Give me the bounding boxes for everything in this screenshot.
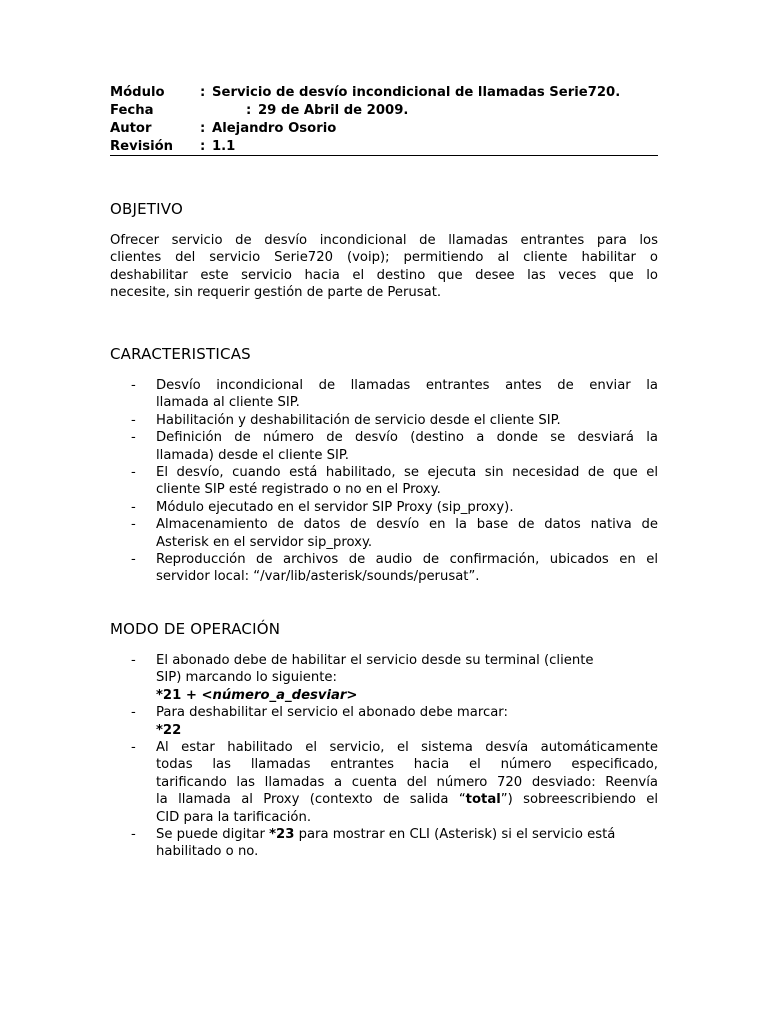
list-item xyxy=(110,551,658,586)
list-item xyxy=(110,516,658,551)
text-fragment: Se puede digitar xyxy=(156,826,270,842)
list-item xyxy=(110,464,658,499)
list-dash: - xyxy=(131,826,136,842)
list-item xyxy=(110,704,658,739)
dial-code-line xyxy=(156,687,658,704)
list-dash: - xyxy=(131,464,136,480)
list-item-line: servidor local: “/var/lib/asterisk/sounds/perusat”. xyxy=(156,569,480,585)
revision-label: Revisión xyxy=(110,139,174,154)
list-item xyxy=(110,826,658,861)
list-item-line: Habilitación y deshabilitación de servicio desde el cliente SIP. xyxy=(156,412,561,428)
dial-code-inline: *23 xyxy=(269,826,295,842)
list-item-line: El abonado debe de habilitar el servicio desde su terminal (cliente xyxy=(156,653,594,668)
document-header xyxy=(110,84,658,156)
list-item-line: Definición de número de desvío (destino a donde se desviará la xyxy=(156,430,658,446)
list-item-line: Para deshabilitar el servicio el abonado debe marcar: xyxy=(156,705,508,721)
modulo-colon: : xyxy=(200,85,206,100)
list-item-line: llamada al cliente SIP. xyxy=(156,395,300,411)
header-row-autor xyxy=(110,120,658,138)
text-fragment: ”) sobreescribiendo el xyxy=(500,792,658,808)
revision-colon: : xyxy=(200,139,206,154)
header-row-modulo xyxy=(110,84,658,102)
list-dash: - xyxy=(131,430,136,446)
list-item-line: Módulo ejecutado en el servidor SIP Proxy (sip_proxy). xyxy=(156,499,514,515)
list-item-line: Reproducción de archivos de audio de confirmación, ubicados en el xyxy=(156,551,658,567)
fecha-value: 29 de Abril de 2009. xyxy=(258,103,409,118)
caracteristicas-list xyxy=(110,377,658,586)
header-divider xyxy=(110,155,658,156)
list-item xyxy=(110,499,658,516)
fecha-label: Fecha xyxy=(110,103,154,118)
list-item xyxy=(110,429,658,464)
list-item-line: tarificando las llamadas a cuenta del número 720 desviado: Reenvía xyxy=(156,774,658,790)
autor-label: Autor xyxy=(110,121,152,136)
modo-heading: MODO DE OPERACIÓN xyxy=(110,620,281,638)
modulo-value: Servicio de desvío incondicional de llamadas Serie720. xyxy=(212,85,621,100)
list-item-line: Asterisk en el servidor sip_proxy. xyxy=(156,534,373,550)
list-item-line: Al estar habilitado el servicio, el sistema desvía automáticamente xyxy=(156,739,658,755)
list-item xyxy=(110,739,658,826)
list-item xyxy=(110,377,658,412)
dial-code-line: *22 xyxy=(156,722,182,738)
list-dash: - xyxy=(131,705,136,721)
list-item-line: Almacenamiento de datos de desvío en la base de datos nativa de xyxy=(156,517,658,533)
list-item-line xyxy=(156,826,658,843)
list-dash: - xyxy=(131,517,136,533)
list-dash: - xyxy=(131,653,136,668)
objetivo-line: necesite, sin requerir gestión de parte de Perusat. xyxy=(110,285,442,301)
list-item-line: llamada) desde el cliente SIP. xyxy=(156,447,350,463)
text-fragment: la llamada al Proxy (contexto de salida “ xyxy=(156,792,466,808)
list-item-line: El desvío, cuando está habilitado, se ejecuta sin necesidad de que el xyxy=(156,464,658,480)
header-row-fecha xyxy=(110,102,658,120)
list-dash: - xyxy=(131,551,136,567)
list-item-line: Desvío incondicional de llamadas entrantes antes de enviar la xyxy=(156,378,658,393)
header-row-revision xyxy=(110,138,658,156)
objetivo-line: deshabilitar este servicio hacia el destino que desee las veces que lo xyxy=(110,267,658,283)
list-item-line: cliente SIP esté registrado o no en el Proxy. xyxy=(156,482,441,498)
context-name: total xyxy=(465,792,501,808)
list-dash: - xyxy=(131,739,136,755)
list-dash: - xyxy=(131,412,136,428)
list-item-line: todas las llamadas entrantes hacia el número especificado, xyxy=(156,757,658,773)
dial-code-prefix: *21 + xyxy=(156,687,202,703)
text-fragment: para mostrar en CLI (Asterisk) si el servicio está xyxy=(294,826,616,842)
fecha-colon: : xyxy=(246,103,252,118)
objetivo-paragraph xyxy=(110,232,658,302)
modulo-label: Módulo xyxy=(110,85,165,100)
modo-list xyxy=(110,652,658,861)
revision-value: 1.1 xyxy=(212,139,236,154)
list-dash: - xyxy=(131,499,136,515)
list-item-line: CID para la tarificación. xyxy=(156,809,312,825)
list-item xyxy=(110,412,658,429)
list-item-line xyxy=(156,791,658,808)
list-item xyxy=(110,652,658,704)
list-dash: - xyxy=(131,378,136,393)
autor-value: Alejandro Osorio xyxy=(212,121,337,136)
list-item-line: SIP) marcando lo siguiente: xyxy=(156,670,337,686)
objetivo-heading: OBJETIVO xyxy=(110,200,183,218)
autor-colon: : xyxy=(200,121,206,136)
caracteristicas-heading: CARACTERISTICAS xyxy=(110,345,251,363)
objetivo-line: clientes del servicio Serie720 (voip); permitiendo al cliente habilitar o xyxy=(110,250,658,266)
dial-code-param: <número_a_desviar> xyxy=(201,687,358,703)
objetivo-line: Ofrecer servicio de desvío incondicional de llamadas entrantes para los xyxy=(110,233,658,248)
list-item-line: habilitado o no. xyxy=(156,844,259,860)
